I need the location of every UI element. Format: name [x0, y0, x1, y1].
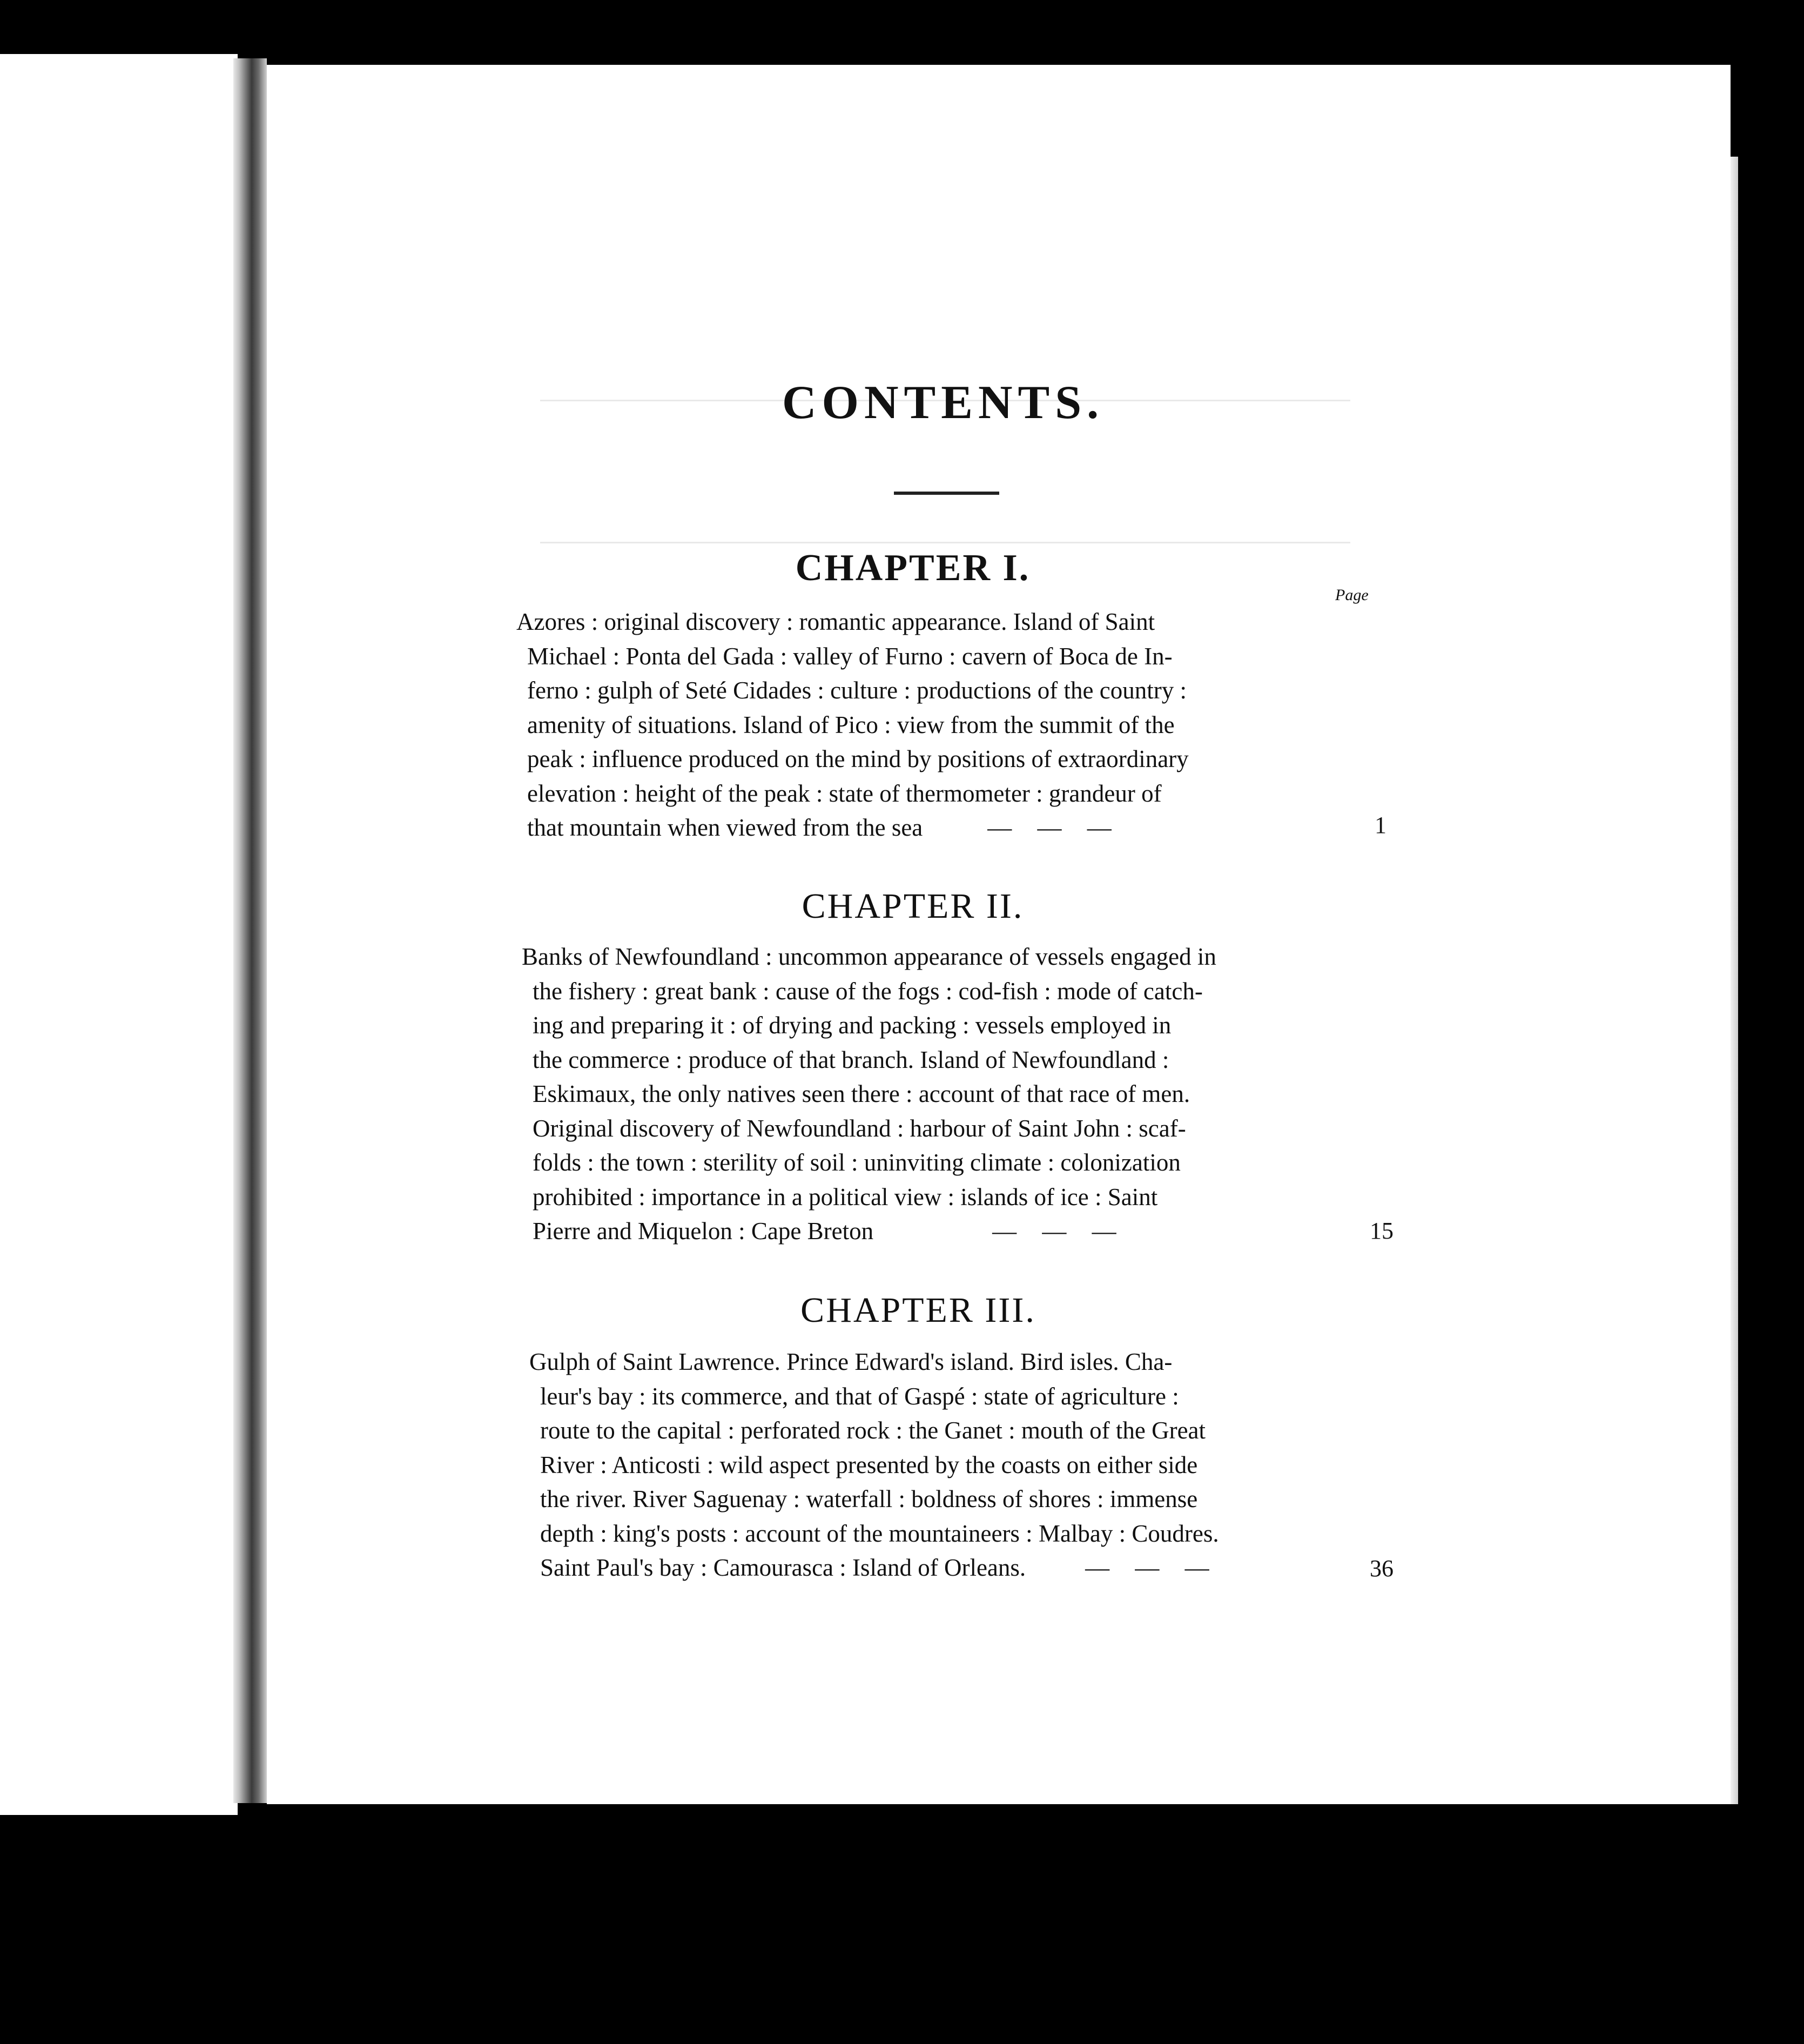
chapter-heading: CHAPTER II. — [802, 886, 1024, 926]
summary-line: leur's bay : its commerce, and that of Gaspé : state of agriculture : — [540, 1382, 1179, 1410]
facing-page-edge — [0, 54, 238, 1815]
summary-line: amenity of situations. Island of Pico : view from the summit of the — [527, 711, 1175, 738]
summary-line: Banks of Newfoundland : uncommon appearance of vessels engaged in — [522, 943, 1216, 970]
summary-line — [533, 1214, 1216, 1249]
summary-line-text: Saint Paul's bay : Camourasca : Island of Orleans. — [540, 1554, 1026, 1581]
summary-line: depth : king's posts : account of the mountaineers : Malbay : Coudres. — [540, 1519, 1219, 1547]
summary-line: the river. River Saguenay : waterfall : boldness of shores : immense — [540, 1485, 1198, 1512]
summary-line — [527, 811, 1189, 845]
dash-leader: — — — — [987, 814, 1121, 841]
summary-line: River : Anticosti : wild aspect presented by the coasts on either side — [540, 1451, 1198, 1478]
summary-line: folds : the town : sterility of soil : uninviting climate : colonization — [533, 1149, 1181, 1176]
summary-line: ing and preparing it : of drying and packing : vessels employed in — [533, 1012, 1172, 1039]
chapter-summary — [516, 605, 1189, 845]
book-spine — [233, 58, 267, 1803]
title-rule — [894, 492, 999, 495]
dash-leader: — — — — [992, 1218, 1126, 1245]
chapter-summary — [522, 940, 1216, 1249]
page-number: 36 — [1370, 1555, 1394, 1582]
summary-line: elevation : height of the peak : state of thermometer : grandeur of — [527, 779, 1162, 807]
summary-line-text: Pierre and Miquelon : Cape Breton — [533, 1218, 874, 1245]
summary-line: route to the capital : perforated rock : the Ganet : mouth of the Great — [540, 1417, 1206, 1444]
summary-line — [540, 1551, 1219, 1585]
chapter-heading: CHAPTER I. — [795, 547, 1031, 589]
page-number: 15 — [1370, 1218, 1394, 1244]
summary-line: Original discovery of Newfoundland : harbour of Saint John : scaf- — [533, 1114, 1186, 1142]
page-edge — [1731, 157, 1738, 1804]
page-number: 1 — [1375, 812, 1386, 838]
summary-line: the fishery : great bank : cause of the fogs : cod-fish : mode of catch- — [533, 977, 1203, 1005]
summary-line: peak : influence produced on the mind by positions of extraordinary — [527, 745, 1189, 772]
summary-line: Azores : original discovery : romantic appearance. Island of Saint — [516, 608, 1155, 635]
summary-line: prohibited : importance in a political view : islands of ice : Saint — [533, 1183, 1158, 1211]
chapter-heading: CHAPTER III. — [800, 1290, 1036, 1330]
summary-line: Michael : Ponta del Gada : valley of Furno : cavern of Boca de In- — [527, 642, 1173, 670]
dash-leader: — — — — [1085, 1554, 1219, 1581]
chapter-summary — [529, 1345, 1219, 1585]
summary-line: Gulph of Saint Lawrence. Prince Edward's island. Bird isles. Cha- — [529, 1348, 1173, 1375]
summary-line-text: that mountain when viewed from the sea — [527, 814, 923, 841]
summary-line: the commerce : produce of that branch. Island of Newfoundland : — [533, 1046, 1169, 1073]
summary-line: ferno : gulph of Seté Cidades : culture : productions of the country : — [527, 677, 1187, 704]
contents-title: CONTENTS. — [782, 376, 1105, 429]
page-column-label: Page — [1335, 586, 1369, 604]
summary-line: Eskimaux, the only natives seen there : account of that race of men. — [533, 1080, 1190, 1107]
